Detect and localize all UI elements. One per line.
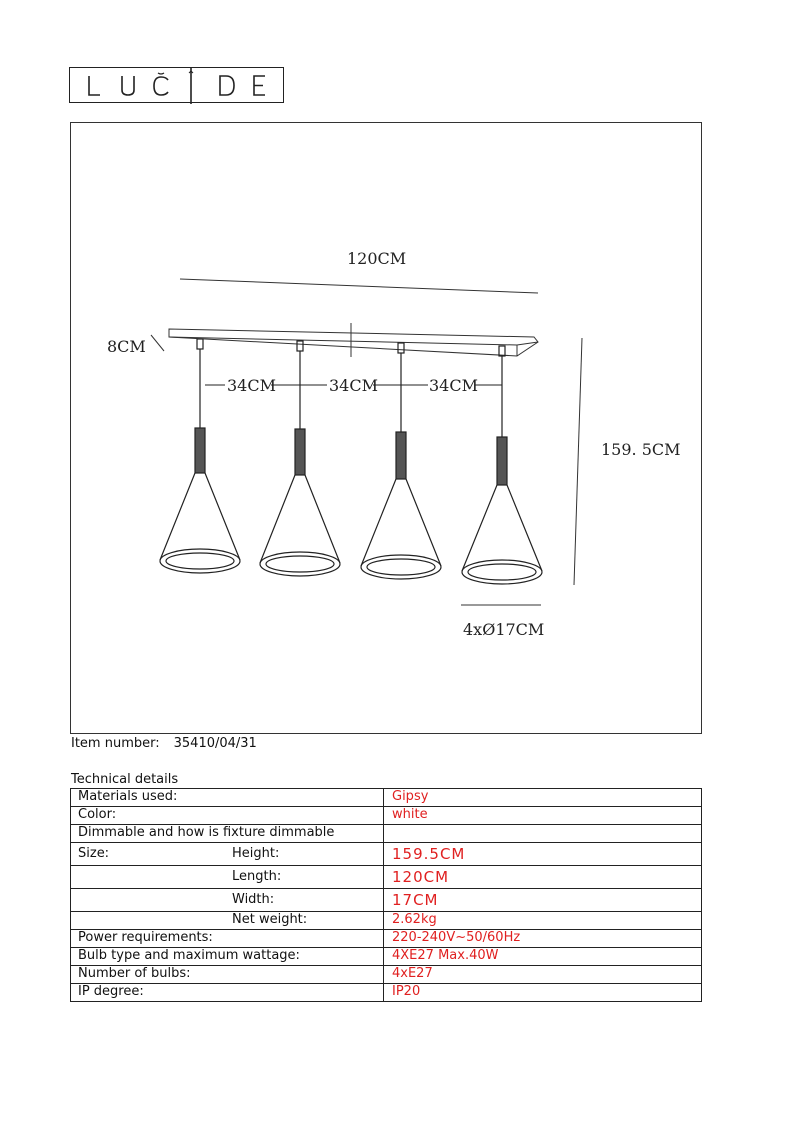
item-number-value: 35410/04/31 [173, 736, 257, 751]
spec-sublabel: Height: [232, 846, 280, 861]
spec-sublabel: Width: [232, 892, 275, 907]
table-row [71, 825, 702, 843]
table-row [71, 930, 702, 948]
table-row [71, 984, 702, 1002]
spec-label-cell [71, 866, 384, 889]
table-row [71, 789, 702, 807]
spec-label: Size: [78, 846, 110, 861]
table-row [71, 866, 702, 889]
spec-value: 159.5CM [384, 843, 702, 866]
brand-logo-graphic [70, 68, 285, 104]
spec-label: Power requirements: [71, 930, 384, 948]
table-row [71, 948, 702, 966]
depth-dimension-label: 8CM [107, 337, 146, 356]
spec-label: Materials used: [71, 789, 384, 807]
table-row [71, 807, 702, 825]
spec-label: Bulb type and maximum wattage: [71, 948, 384, 966]
spec-label: Color: [71, 807, 384, 825]
brand-logo [69, 67, 284, 103]
item-number-label: Item number: [71, 736, 160, 751]
spec-value: 4xE27 [384, 966, 702, 984]
shade-diameter-label: 4xØ17CM [463, 620, 545, 639]
spec-label: IP degree: [71, 984, 384, 1002]
height-dimension-label: 159. 5CM [601, 440, 681, 459]
technical-details-title: Technical details [71, 772, 179, 787]
length-dimension-label: 120CM [347, 249, 407, 268]
spec-value [384, 825, 702, 843]
table-row [71, 912, 702, 930]
spec-value: IP20 [384, 984, 702, 1002]
item-number [71, 736, 257, 751]
spec-value: 2.62kg [384, 912, 702, 930]
spec-label-cell [71, 843, 384, 866]
pendant-lamp-line-drawing [71, 123, 703, 735]
dimension-drawing [70, 122, 702, 734]
spec-value: 220-240V~50/60Hz [384, 930, 702, 948]
spec-label: Number of bulbs: [71, 966, 384, 984]
spec-label-cell [71, 912, 384, 930]
spacing-label-1: 34CM [227, 376, 276, 395]
spec-sublabel: Net weight: [232, 912, 308, 927]
spec-value: 120CM [384, 866, 702, 889]
spec-value: white [384, 807, 702, 825]
table-row [71, 889, 702, 912]
spacing-label-3: 34CM [429, 376, 478, 395]
spec-value: 17CM [384, 889, 702, 912]
spec-value: 4XE27 Max.40W [384, 948, 702, 966]
table-row [71, 966, 702, 984]
spacing-label-2: 34CM [329, 376, 378, 395]
spec-sublabel: Length: [232, 869, 282, 884]
spec-label-cell [71, 889, 384, 912]
table-row [71, 843, 702, 866]
spec-label: Dimmable and how is fixture dimmable [71, 825, 384, 843]
spec-value: Gipsy [384, 789, 702, 807]
technical-details-table [70, 788, 702, 1002]
